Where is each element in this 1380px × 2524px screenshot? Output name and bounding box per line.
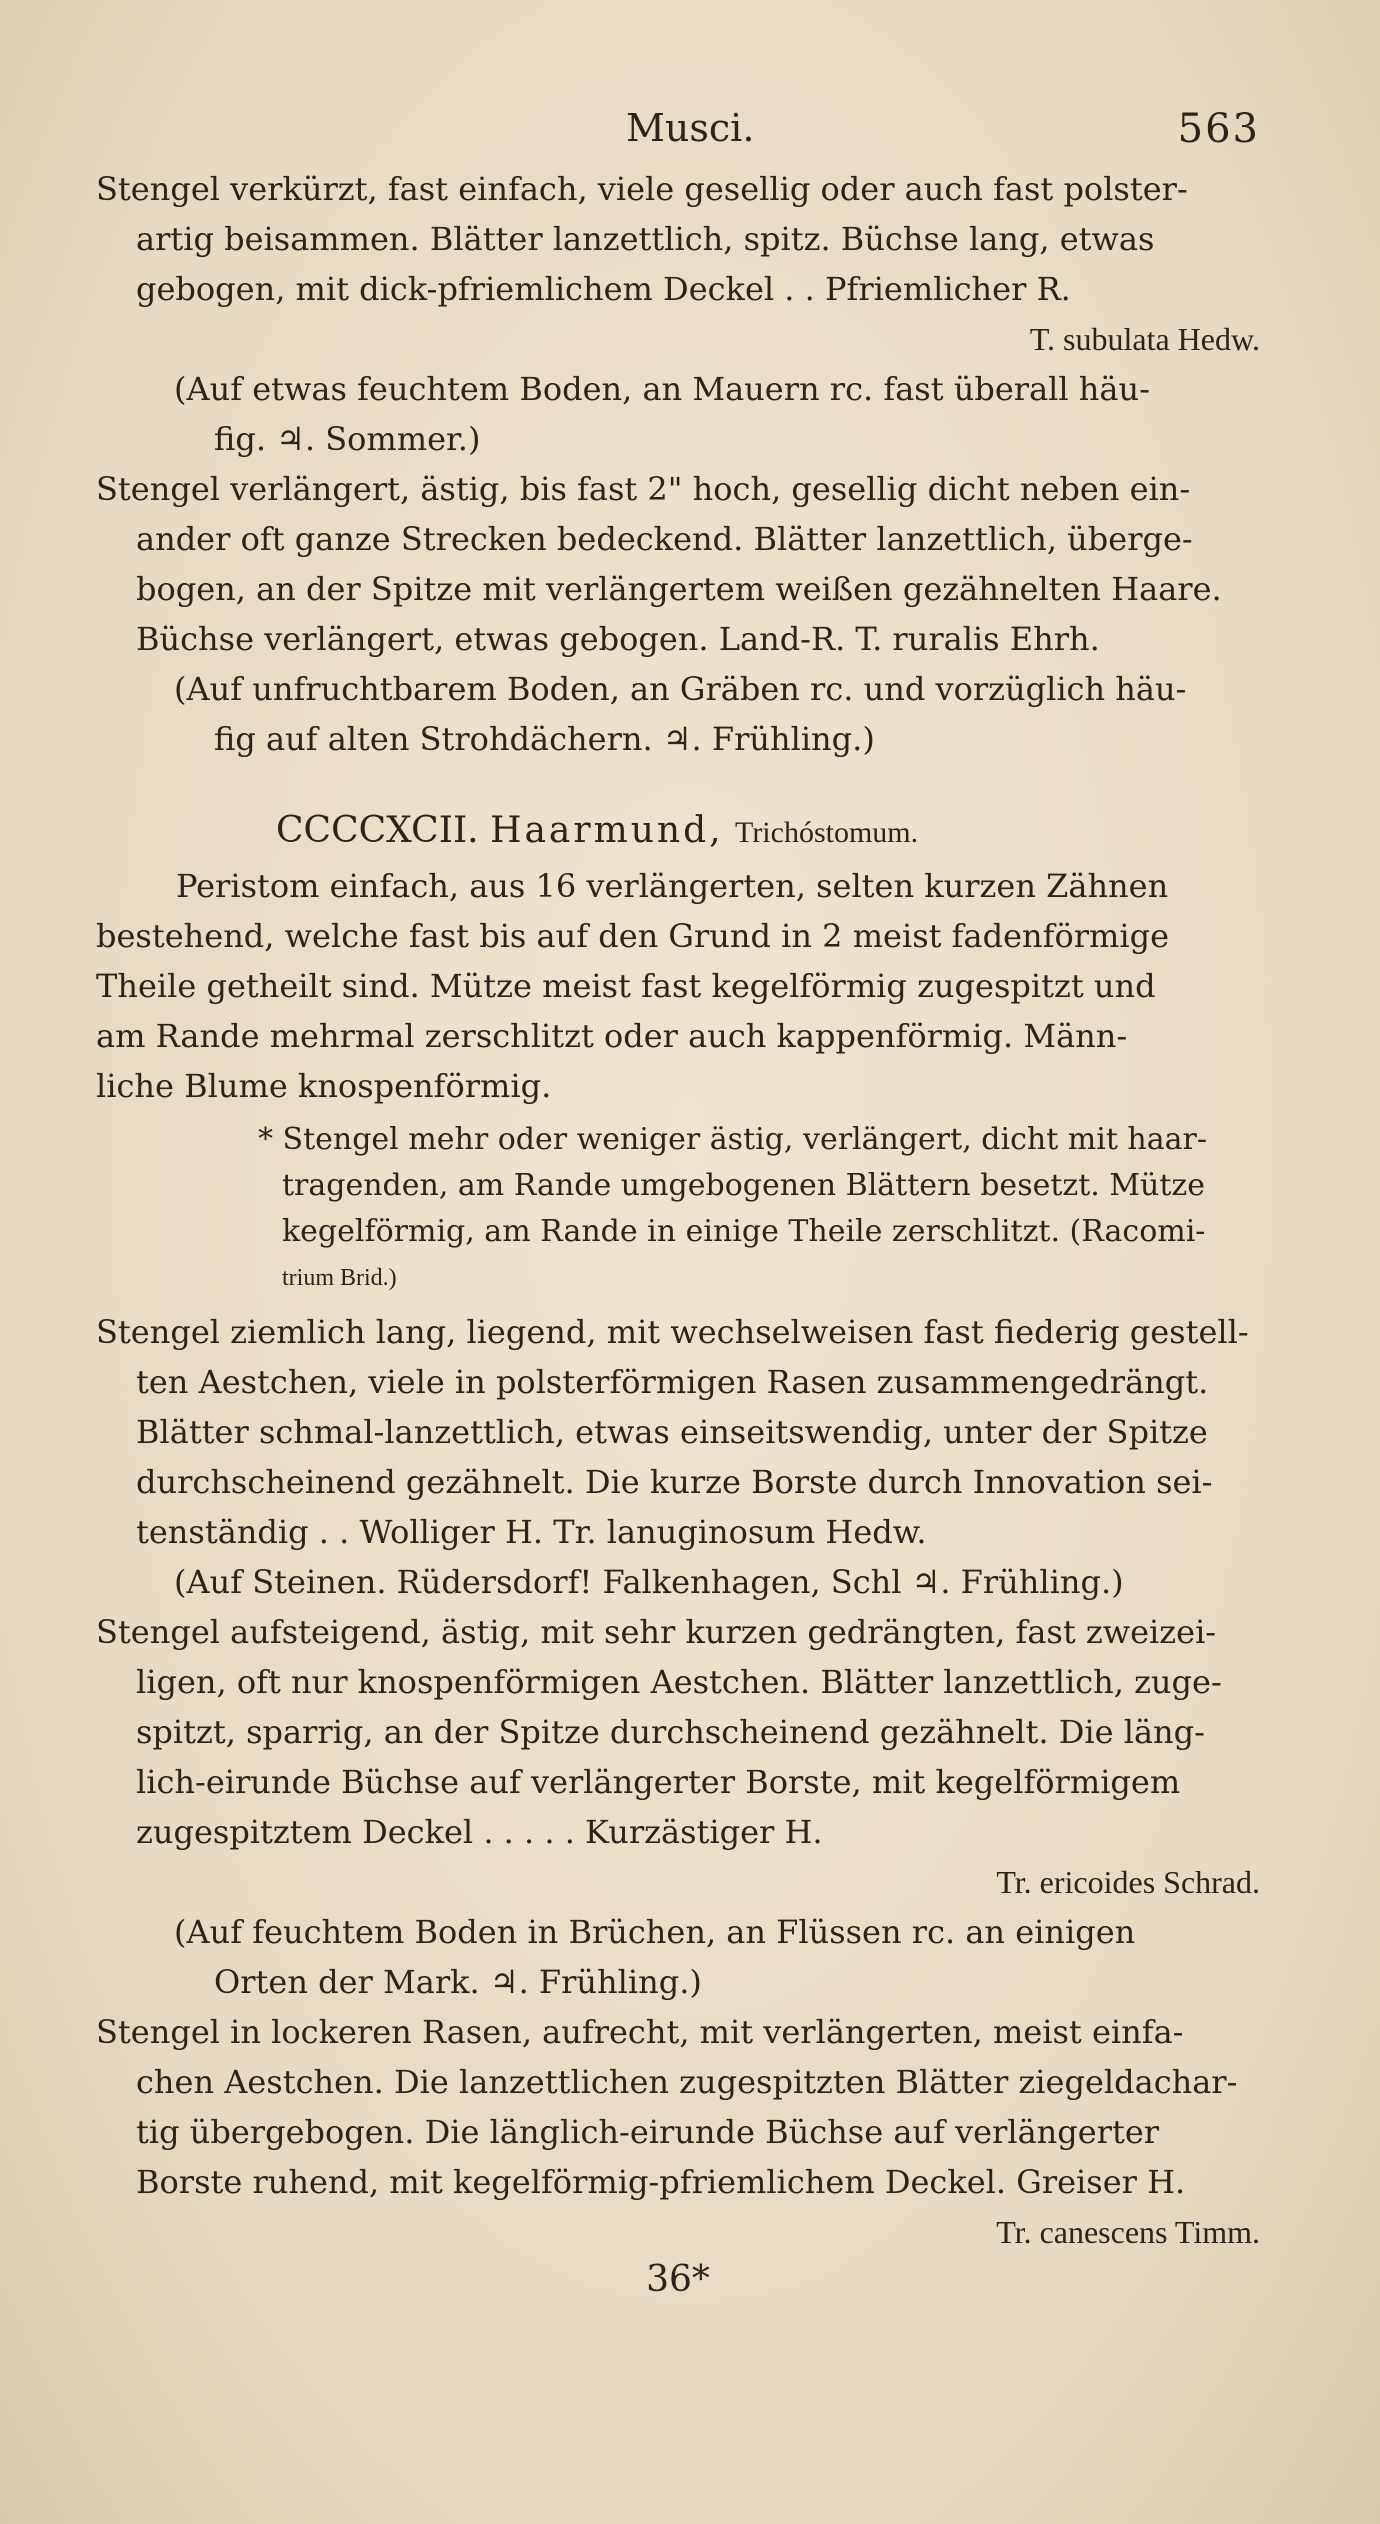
text-line: kegelförmig, am Rande in einige Theile zerschlitzt. (Racomi-: [282, 1214, 1206, 1249]
text-line: liche Blume knospenförmig.: [96, 1067, 552, 1105]
text-line: ander oft ganze Strecken bedeckend. Blätter lanzettlich, überge-: [136, 520, 1193, 558]
genus-description: [96, 861, 1260, 1111]
text-line: durchscheinend gezähnelt. Die kurze Borste durch Innovation sei-: [136, 1463, 1213, 1501]
printer-signature: 36*: [646, 2259, 710, 2300]
text-line: tragenden, am Rande umgebogenen Blättern besetzt. Mütze: [282, 1168, 1205, 1203]
text-line: Peristom einfach, aus 16 verlängerten, selten kurzen Zähnen: [176, 867, 1169, 905]
species-entry-canescens: [96, 2007, 1260, 2257]
text-line: bogen, an der Spitze mit verlängertem weißen gezähnelten Haare.: [136, 570, 1222, 608]
text-line: * Stengel mehr oder weniger ästig, verlängert, dicht mit haar-: [258, 1122, 1207, 1157]
text-line: bestehend, welche fast bis auf den Grund in 2 meist fadenförmige: [96, 917, 1170, 955]
text-line: artig beisammen. Blätter lanzettlich, spitz. Büchse lang, etwas: [136, 220, 1155, 258]
genus-numeral: CCCCXCII.: [276, 810, 479, 851]
habitat-line: Orten der Mark. ♃. Frühling.): [214, 1963, 702, 2001]
text-line: Büchse verlängert, etwas gebogen. Land-R. T. ruralis Ehrh.: [136, 620, 1100, 658]
text-line: Theile getheilt sind. Mütze meist fast kegelförmig zugespitzt und: [96, 967, 1156, 1005]
latin-name: Tr. canescens Timm.: [996, 2214, 1260, 2250]
text-line: chen Aestchen. Die lanzettlichen zugespitzten Blätter ziegeldachar-: [136, 2063, 1238, 2101]
text-line: am Rande mehrmal zerschlitzt oder auch kappenförmig. Männ-: [96, 1017, 1128, 1055]
latin-name: T. subulata Hedw.: [1029, 321, 1260, 357]
text-line: Stengel in lockeren Rasen, aufrecht, mit verlängerten, meist einfa-: [96, 2013, 1184, 2051]
habitat-line: fig. ♃. Sommer.): [214, 420, 481, 458]
text-line: tenständig . . Wolliger H. Tr. lanuginosum Hedw.: [136, 1513, 927, 1551]
habitat-line: (Auf Steinen. Rüdersdorf! Falkenhagen, Schl ♃. Frühling.): [174, 1563, 1124, 1601]
habitat-line: fig auf alten Strohdächern. ♃. Frühling.): [214, 720, 875, 758]
text-line: ten Aestchen, viele in polsterförmigen Rasen zusammengedrängt.: [136, 1363, 1209, 1401]
text-line: trium Brid.): [282, 1265, 397, 1291]
genus-name-latin: Trichóstomum.: [735, 816, 919, 849]
running-head: Musci.: [626, 106, 755, 150]
subgroup-note: [96, 1117, 1260, 1301]
species-entry-ruralis: [96, 464, 1260, 764]
page-header: [96, 100, 1260, 164]
species-entry-ericoides: [96, 1607, 1260, 2007]
species-entry-subulata: [96, 164, 1260, 464]
text-line: tig übergebogen. Die länglich-eirunde Büchse auf verlängerter: [136, 2113, 1160, 2151]
text-line: gebogen, mit dick-pfriemlichem Deckel . . Pfriemlicher R.: [136, 270, 1071, 308]
text-line: lich-eirunde Büchse auf verlängerter Borste, mit kegelförmigem: [136, 1763, 1181, 1801]
page-number: 563: [1177, 106, 1260, 152]
habitat-line: (Auf feuchtem Boden in Brüchen, an Flüssen rc. an einigen: [174, 1913, 1136, 1951]
text-line: Borste ruhend, mit kegelförmig-pfriemlichem Deckel. Greiser H.: [136, 2163, 1186, 2201]
text-line: Stengel verlängert, ästig, bis fast 2" hoch, gesellig dicht neben ein-: [96, 470, 1191, 508]
text-line: ligen, oft nur knospenförmigen Aestchen. Blätter lanzettlich, zuge-: [136, 1663, 1222, 1701]
genus-name-german: Haarmund,: [490, 810, 724, 851]
latin-name: Tr. ericoides Schrad.: [996, 1864, 1260, 1900]
text-line: Stengel aufsteigend, ästig, mit sehr kurzen gedrängten, fast zweizei-: [96, 1613, 1217, 1651]
text-line: Stengel verkürzt, fast einfach, viele gesellig oder auch fast polster-: [96, 170, 1188, 208]
text-line: zugespitztem Deckel . . . . . Kurzästiger H.: [136, 1813, 823, 1851]
text-line: Blätter schmal-lanzettlich, etwas einseitswendig, unter der Spitze: [136, 1413, 1208, 1451]
habitat-line: (Auf etwas feuchtem Boden, an Mauern rc. fast überall häu-: [174, 370, 1150, 408]
genus-heading: [96, 810, 1260, 851]
text-line: spitzt, sparrig, an der Spitze durchscheinend gezähnelt. Die läng-: [136, 1713, 1205, 1751]
habitat-line: (Auf unfruchtbarem Boden, an Gräben rc. und vorzüglich häu-: [174, 670, 1187, 708]
species-entry-lanuginosum: [96, 1307, 1260, 1607]
text-line: Stengel ziemlich lang, liegend, mit wechselweisen fast fiederig gestell-: [96, 1313, 1249, 1351]
